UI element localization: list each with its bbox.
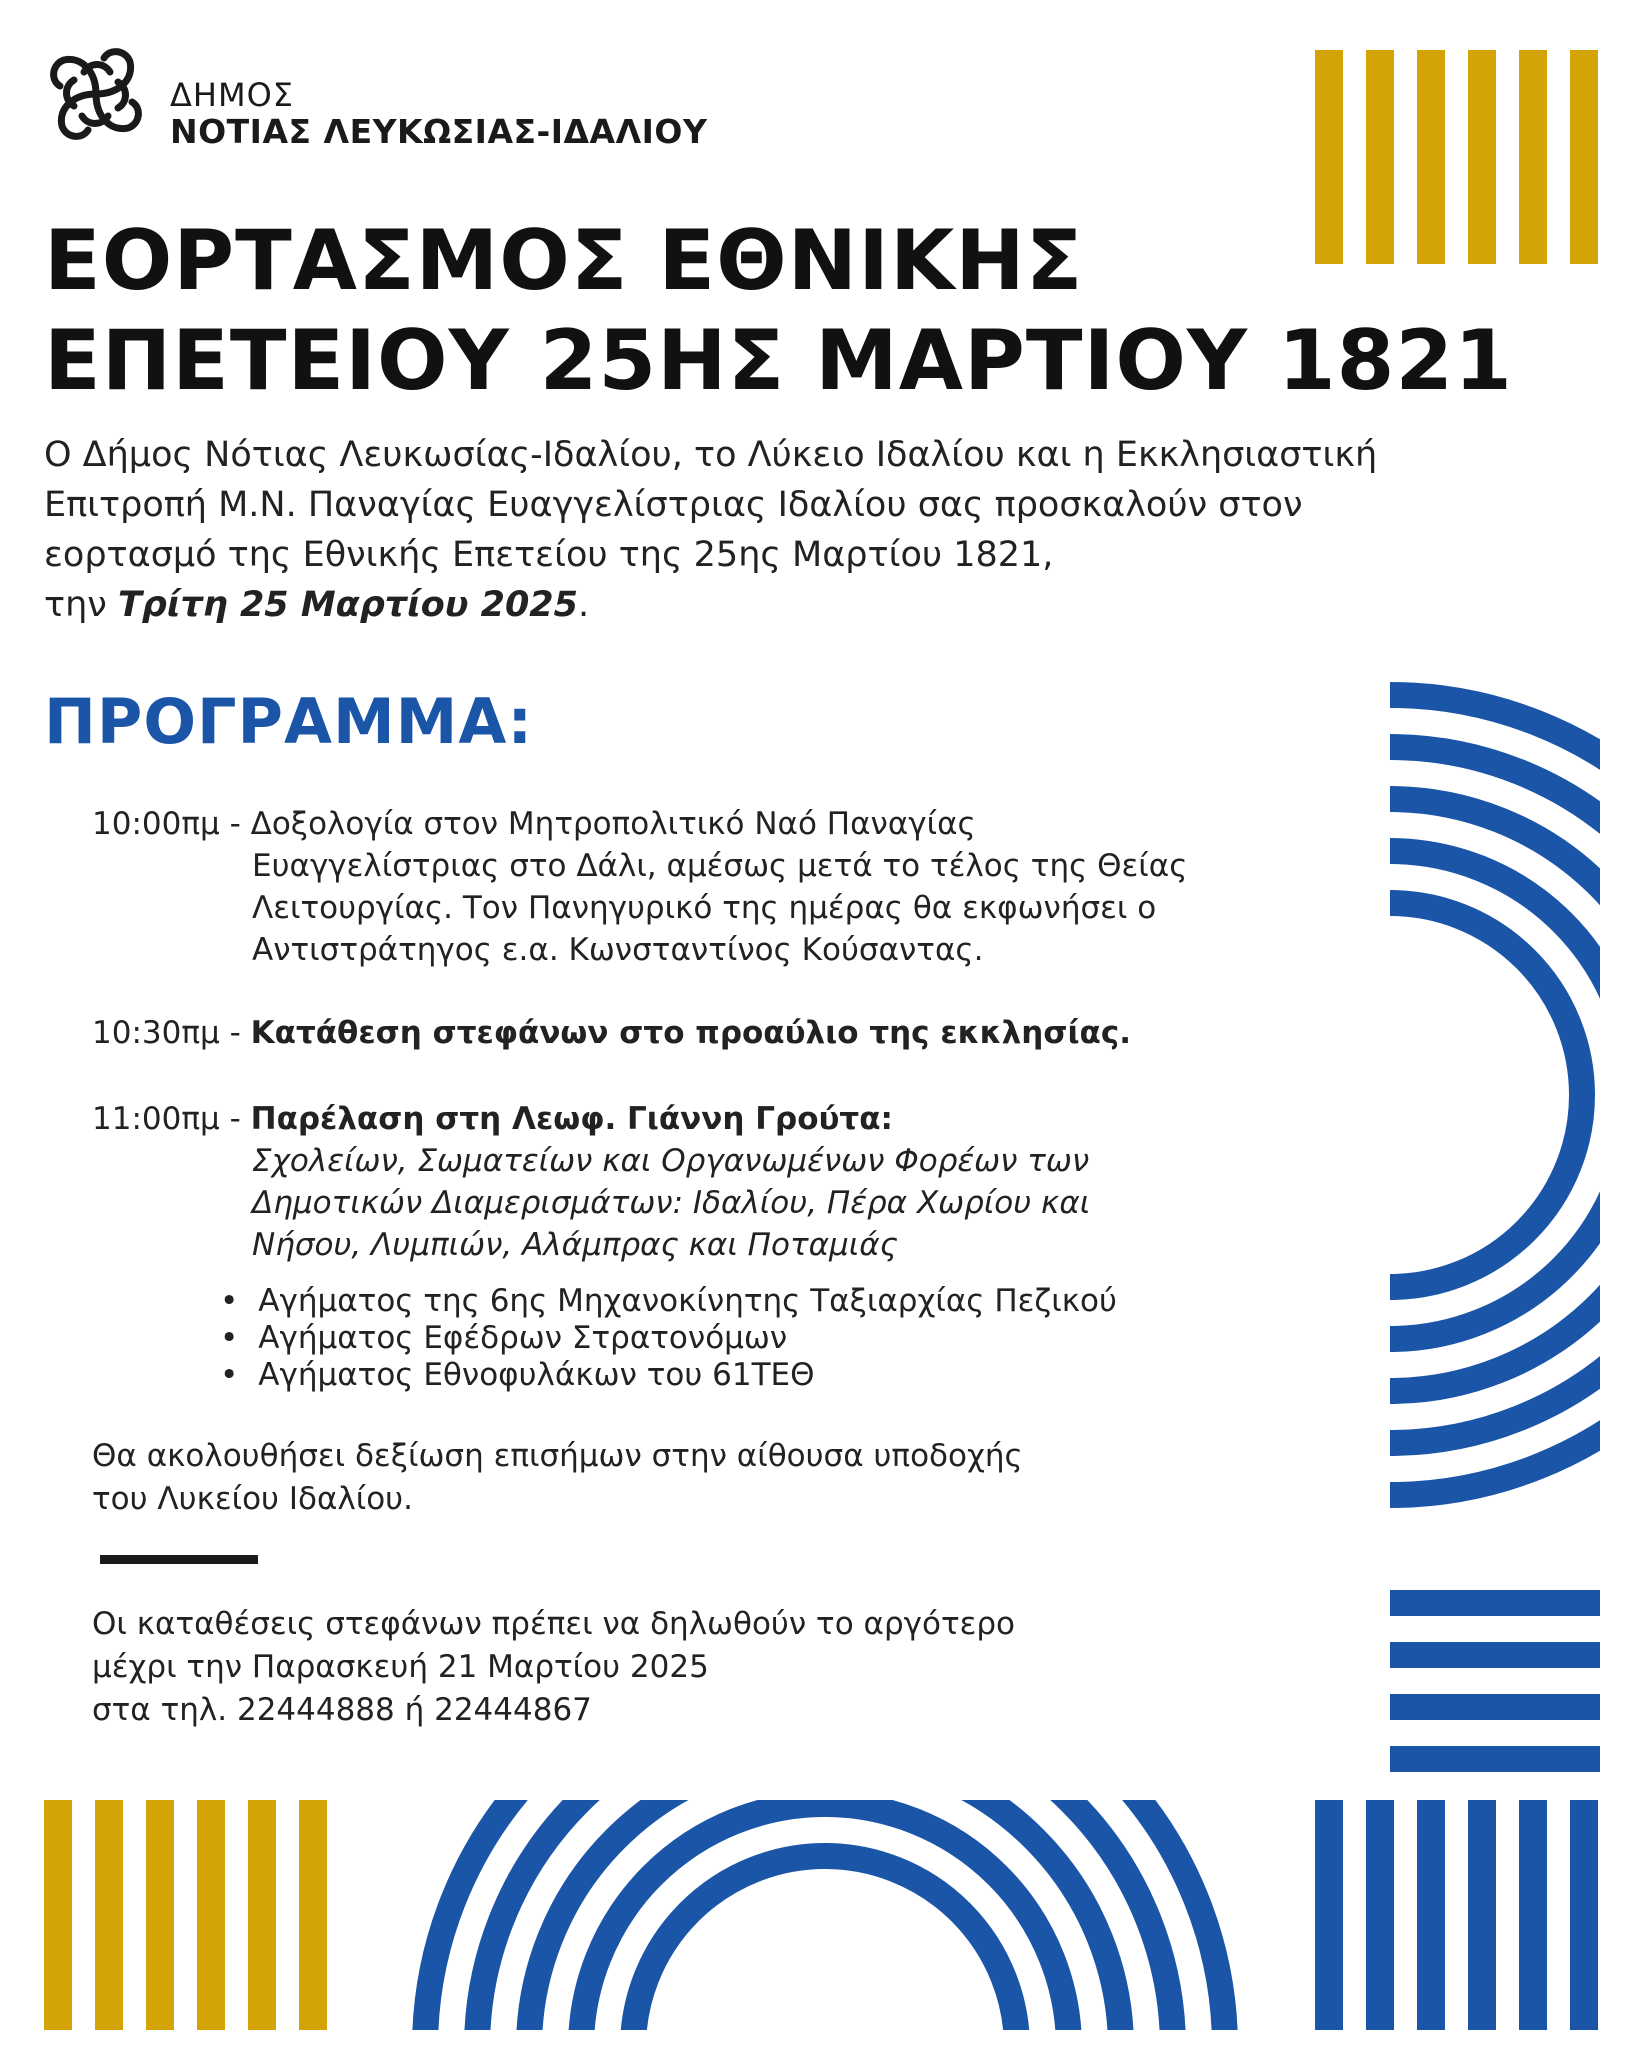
gold-stripe: [248, 1800, 276, 2030]
gold-stripe: [1570, 50, 1598, 264]
gold-stripe: [1366, 50, 1394, 264]
gold-stripe: [95, 1800, 123, 2030]
blue-stripe: [1315, 1800, 1343, 2030]
blue-stripe: [1570, 1800, 1598, 2030]
program-item: [92, 803, 1252, 971]
wreath-deadline-note: [92, 1603, 1192, 1732]
blue-stripe: [1417, 1800, 1445, 2030]
footer-line: στα τηλ. 22444888 ή 22444867: [92, 1692, 592, 1728]
gold-stripes-bottom-left: [44, 1800, 327, 2030]
gold-stripe: [197, 1800, 225, 2030]
blue-arc: [1198, 903, 1582, 1287]
logo-line-1: ΔΗΜΟΣ: [170, 76, 294, 114]
gold-stripe: [146, 1800, 174, 2030]
intro-line: Ο Δήμος Νότιας Λευκωσίας-Ιδαλίου, το Λύκειο Ιδαλίου και η Εκκλησιαστική: [44, 435, 1378, 475]
gold-stripe: [1519, 50, 1547, 264]
program-text: Λειτουργίας. Τον Πανηγυρικό της ημέρας θα εκφωνήσει ο: [252, 890, 1157, 926]
blue-stripes-bottom-right: [1315, 1800, 1598, 2030]
program-text: Σχολείων, Σωματείων και Οργανωμένων Φορέων των: [252, 1143, 1090, 1179]
footer-line: Οι καταθέσεις στεφάνων πρέπει να δηλωθούν το αργότερο: [92, 1606, 1016, 1642]
blue-bar: [1390, 1746, 1600, 1772]
gold-stripe: [1468, 50, 1496, 264]
blue-stripe: [1366, 1800, 1394, 2030]
gold-stripe: [1417, 50, 1445, 264]
municipality-knot-icon: [44, 42, 148, 146]
program-text: Ευαγγελίστριας στο Δάλι, αμέσως μετά το τέλος της Θείας: [252, 848, 1188, 884]
list-item: • Αγήματος Εθνοφυλάκων του 61ΤΕΘ: [220, 1357, 1117, 1394]
program-text: Παρέλαση στη Λεωφ. Γιάννη Γρούτα:: [250, 1101, 893, 1137]
intro-line: εορτασμό της Εθνικής Επετείου της 25ης Μαρτίου 1821,: [44, 535, 1054, 575]
intro-suffix: .: [578, 585, 590, 625]
blue-bars-right: [1390, 1590, 1600, 1772]
list-item: • Αγήματος Εφέδρων Στρατονόμων: [220, 1320, 1117, 1357]
gold-stripe: [1315, 50, 1343, 264]
intro-prefix: την: [44, 585, 118, 625]
blue-stripe: [1519, 1800, 1547, 2030]
parade-units-list: [220, 1283, 1117, 1394]
program-text: Νήσου, Λυμπιών, Αλάμπρας και Ποταμιάς: [252, 1227, 898, 1263]
program-text: Δημοτικών Διαμερισμάτων: Ιδαλίου, Πέρα Χωρίου και: [252, 1185, 1091, 1221]
blue-arc: [581, 1804, 1069, 2048]
gold-stripe: [299, 1800, 327, 2030]
gold-stripe: [44, 1800, 72, 2030]
reception-note: [92, 1435, 1192, 1521]
reception-line: του Λυκείου Ιδαλίου.: [92, 1481, 413, 1517]
page-title-line-1: ΕΟΡΤΑΣΜΟΣ ΕΘΝΙΚΗΣ: [44, 212, 1084, 309]
divider: [100, 1555, 258, 1564]
blue-bar: [1390, 1642, 1600, 1668]
reception-line: Θα ακολουθήσει δεξίωση επισήμων στην αίθουσα υποδοχής: [92, 1438, 1023, 1474]
list-item: • Αγήματος της 6ης Μηχανοκίνητης Ταξιαρχίας Πεζικού: [220, 1283, 1117, 1320]
event-date: Τρίτη 25 Μαρτίου 2025: [117, 585, 579, 625]
program-time: 10:30πμ -: [92, 1015, 251, 1051]
intro-line: [44, 580, 1544, 630]
blue-arc: [633, 1856, 1017, 2048]
intro-line: Επιτροπή Μ.Ν. Παναγίας Ευαγγελίστριας Ιδαλίου σας προσκαλούν στον: [44, 485, 1303, 525]
logo-line-2: ΝΟΤΙΑΣ ΛΕΥΚΩΣΙΑΣ-ΙΔΑΛΙΟΥ: [170, 112, 708, 151]
blue-bar: [1390, 1590, 1600, 1616]
blue-stripe: [1468, 1800, 1496, 2030]
program-time: 11:00πμ -: [92, 1101, 251, 1137]
program-item: [92, 1012, 1252, 1054]
program-item: [92, 1098, 1252, 1266]
footer-line: μέχρι την Παρασκευή 21 Μαρτίου 2025: [92, 1649, 709, 1685]
gold-stripes-top-right: [1315, 50, 1598, 264]
program-time: 10:00πμ -: [92, 806, 251, 842]
page-title-line-2: ΕΠΕΤΕΙΟΥ 25ΗΣ ΜΑΡΤΙΟΥ 1821: [44, 312, 1513, 409]
program-heading: ΠΡΟΓΡΑΜΜΑ:: [44, 685, 534, 758]
intro-paragraph: [44, 430, 1544, 630]
program-text: Κατάθεση στεφάνων στο προαύλιο της εκκλησίας.: [250, 1015, 1132, 1051]
program-text: Αντιστράτηγος ε.α. Κωνσταντίνος Κούσαντας.: [252, 932, 984, 968]
blue-bar: [1390, 1694, 1600, 1720]
program-text: Δοξολογία στον Μητροπολιτικό Ναό Παναγίας: [250, 806, 976, 842]
